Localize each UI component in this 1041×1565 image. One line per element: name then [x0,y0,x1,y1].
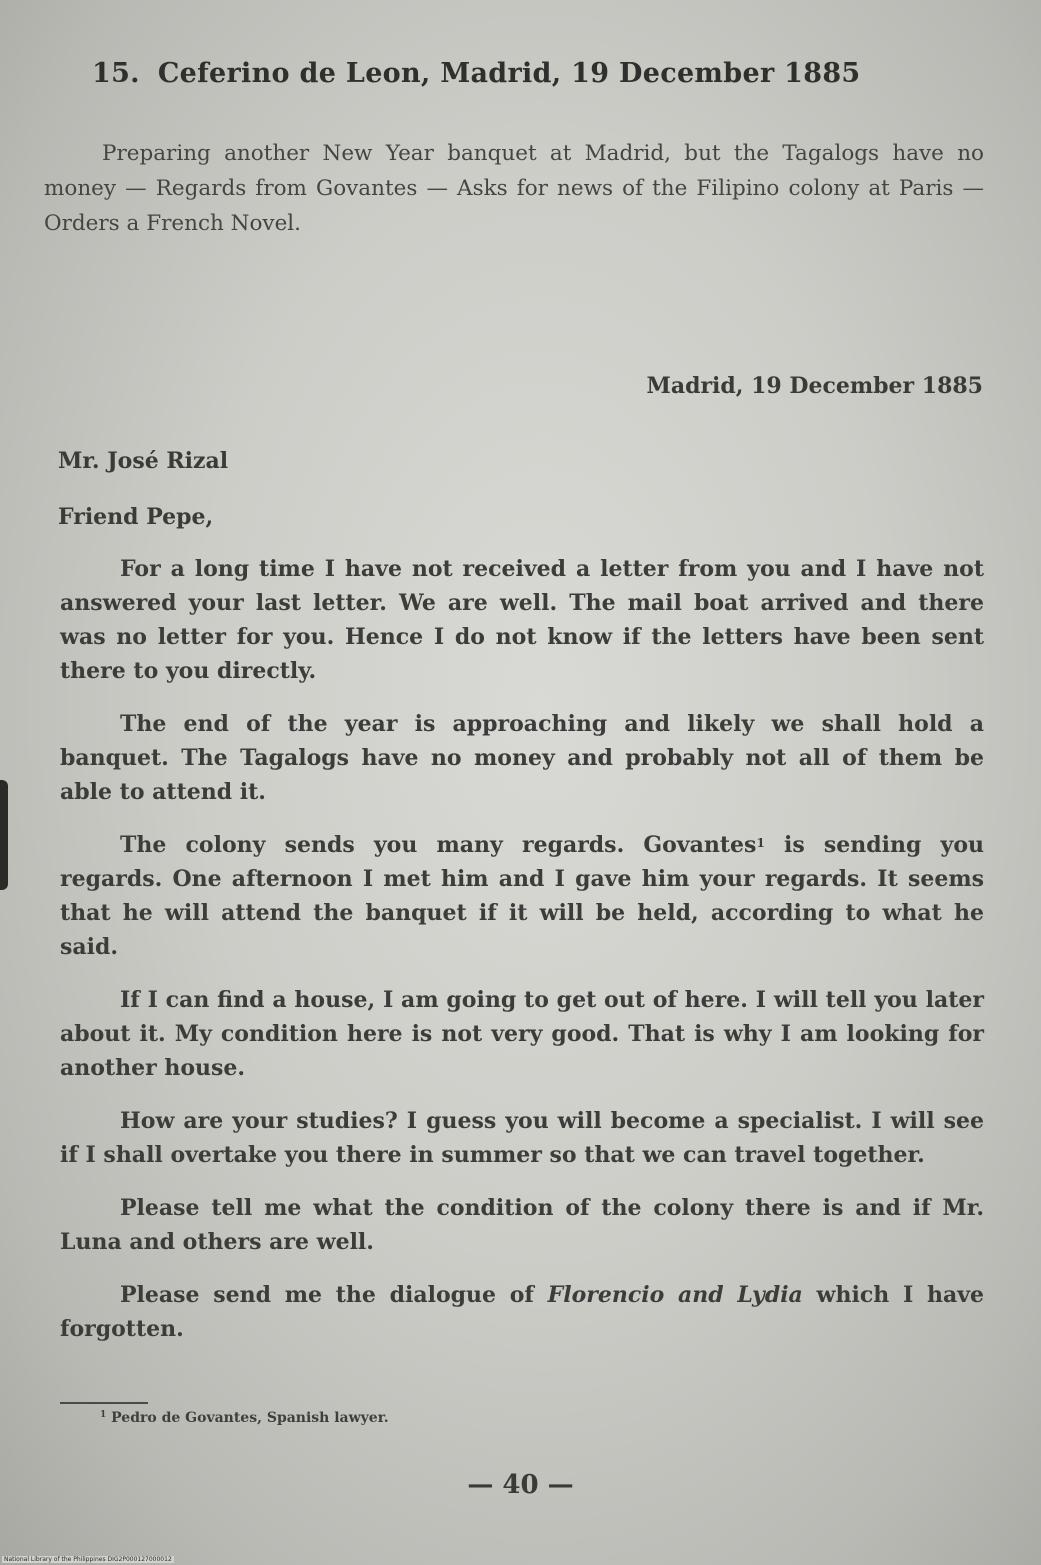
scan-credit: National Library of the Philippines DIG2P000127000012 [4,1556,172,1563]
footnote-marker: 1 [100,1410,107,1420]
footnote [100,1410,389,1426]
paragraph-7 [60,1278,984,1346]
paragraph-7-end: which I have forgotten. [60,1282,984,1342]
letter-heading [92,58,992,89]
paragraph-3-end: is sending you regards. One afternoon I met him and I gave him your regards. It seems that he will attend the banquet if it will be held, according to what he said. [60,832,984,960]
letter-title: Ceferino de Leon, Madrid, 19 December 1885 [157,58,861,89]
paragraph-4: If I can find a house, I am going to get out of here. I will tell you later about it. My condition here is not very good. That is why I am looking for another house. [60,987,984,1081]
letter-summary: Preparing another New Year banquet at Madrid, but the Tagalogs have no money — Regards from Govantes — Asks for news of the Filipino colony at Paris — Orders a French Novel. [44,141,984,236]
letter-addressee: Mr. José Rizal [58,448,229,474]
footnote-reference: 1 [756,836,765,850]
letter-body [60,552,984,1365]
letter-salutation: Friend Pepe, [58,504,214,530]
novel-title: Florencio and Lydia [547,1282,803,1308]
page-number: — 40 — [467,1470,574,1500]
footnote-text: Pedro de Govantes, Spanish lawyer. [111,1410,389,1426]
paragraph-7-start: Please send me the dialogue of [120,1282,548,1308]
paragraph-5: How are your studies? I guess you will become a specialist. I will see if I shall overtake you there in summer so that we can travel together. [60,1108,984,1168]
paragraph-3-start: The colony sends you many regards. Govantes [120,832,757,858]
paragraph-3 [60,828,984,964]
paragraph-6: Please tell me what the condition of the colony there is and if Mr. Luna and others are well. [60,1195,984,1255]
letter-number: 15. [92,58,140,89]
paragraph-1: For a long time I have not received a letter from you and I have not answered your last letter. We are well. The mail boat arrived and there was no letter for you. Hence I do not know if the letters have been sent there to you directly. [60,556,984,684]
footnote-divider [60,1402,148,1404]
binding-edge-shadow [0,780,8,890]
letter-dateline: Madrid, 19 December 1885 [646,373,983,399]
paragraph-2: The end of the year is approaching and likely we shall hold a banquet. The Tagalogs have no money and probably not all of them be able to attend it. [60,711,984,805]
